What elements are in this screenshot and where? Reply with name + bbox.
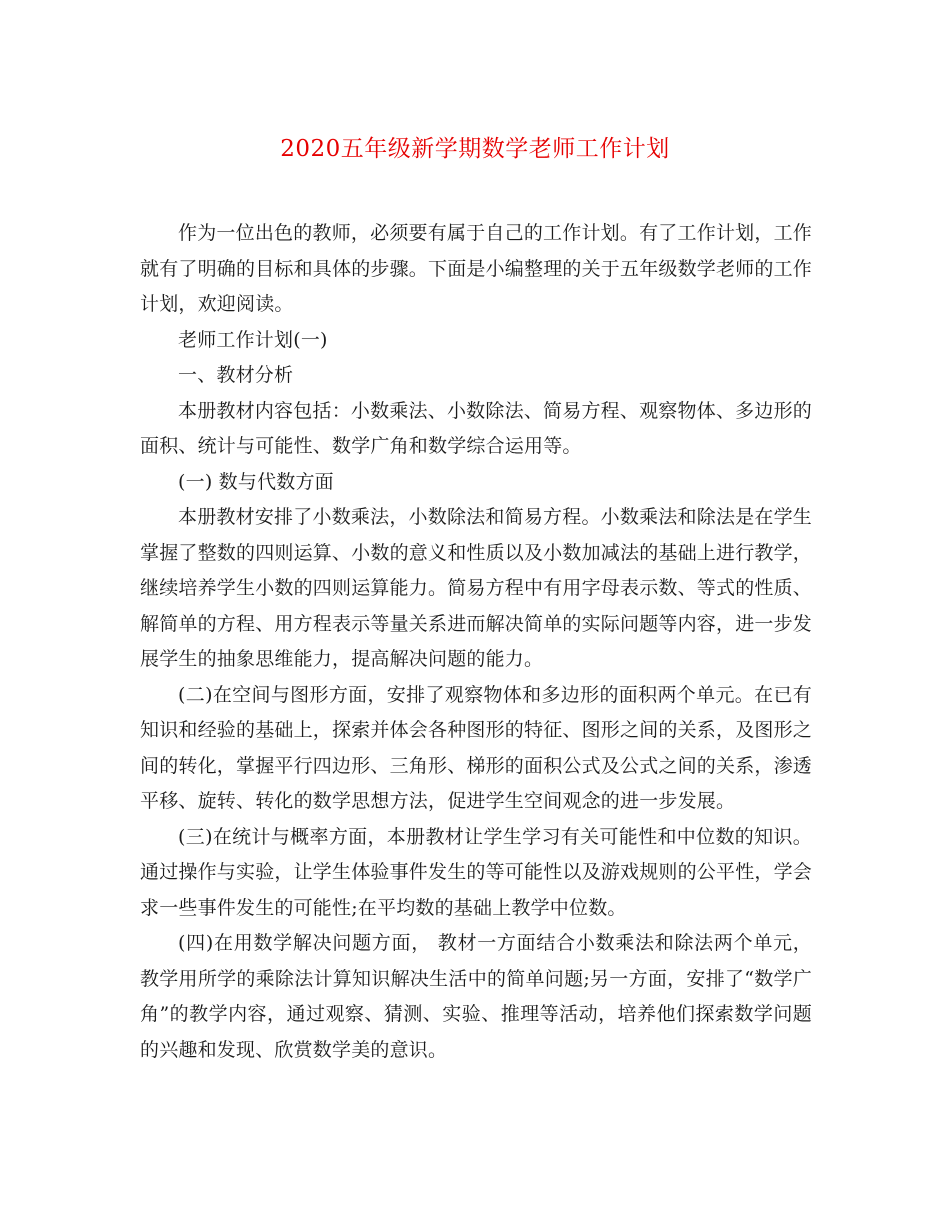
paragraph-problem-solving: (四)在用数学解决问题方面， 教材一方面结合小数乘法和除法两个单元，教学用所学的乘除法计算知识解决生活中的简单问题;另一方面，安排了“数学广角”的教学内容，通过观察、猜测、实验、推理等活动，培养他们探索数学问题的兴趣和发现、欣赏数学美的意识。 [140, 932, 812, 1061]
paragraph-textbook-content: 本册教材内容包括：小数乘法、小数除法、简易方程、观察物体、多边形的面积、统计与可能性、数学广角和数学综合运用等。 [140, 399, 812, 457]
paragraph-statistics-probability: (三)在统计与概率方面，本册教材让学生学习有关可能性和中位数的知识。通过操作与实验，让学生体验事件发生的等可能性以及游戏规则的公平性，学会求一些事件发生的可能性;在平均数的基础上教学中位数。 [140, 825, 813, 919]
document-body [140, 216, 812, 1068]
section-heading-plan-one: 老师工作计划(一) [178, 328, 328, 351]
paragraph-intro: 作为一位出色的教师，必须要有属于自己的工作计划。有了工作计划，工作就有了明确的目标和具体的步骤。下面是小编整理的关于五年级数学老师的工作计划，欢迎阅读。 [140, 222, 813, 315]
paragraph-number-algebra: 本册教材安排了小数乘法，小数除法和简易方程。小数乘法和除法是在学生掌握了整数的四则运算、小数的意义和性质以及小数加减法的基础上进行教学，继续培养学生小数的四则运算能力。简易方程中有用字母表示数、等式的性质、解简单的方程、用方程表示等量关系进而解决简单的实际问题等内容，进一步发展学生的抽象思维能力，提高解决问题的能力。 [140, 506, 813, 670]
paragraph-space-geometry: (二)在空间与图形方面，安排了观察物体和多边形的面积两个单元。在已有知识和经验的基础上，探索并体会各种图形的特征、图形之间的关系，及图形之间的转化，掌握平行四边形、三角形、梯形的面积公式及公式之间的关系，渗透平移、旋转、转化的数学思想方法，促进学生空间观念的进一步发展。 [140, 683, 813, 812]
subheading-number-algebra: (一) 数与代数方面 [178, 470, 334, 493]
section-heading-textbook-analysis: 一、教材分析 [178, 364, 294, 386]
document-title: 2020五年级新学期数学老师工作计划 [280, 136, 670, 162]
